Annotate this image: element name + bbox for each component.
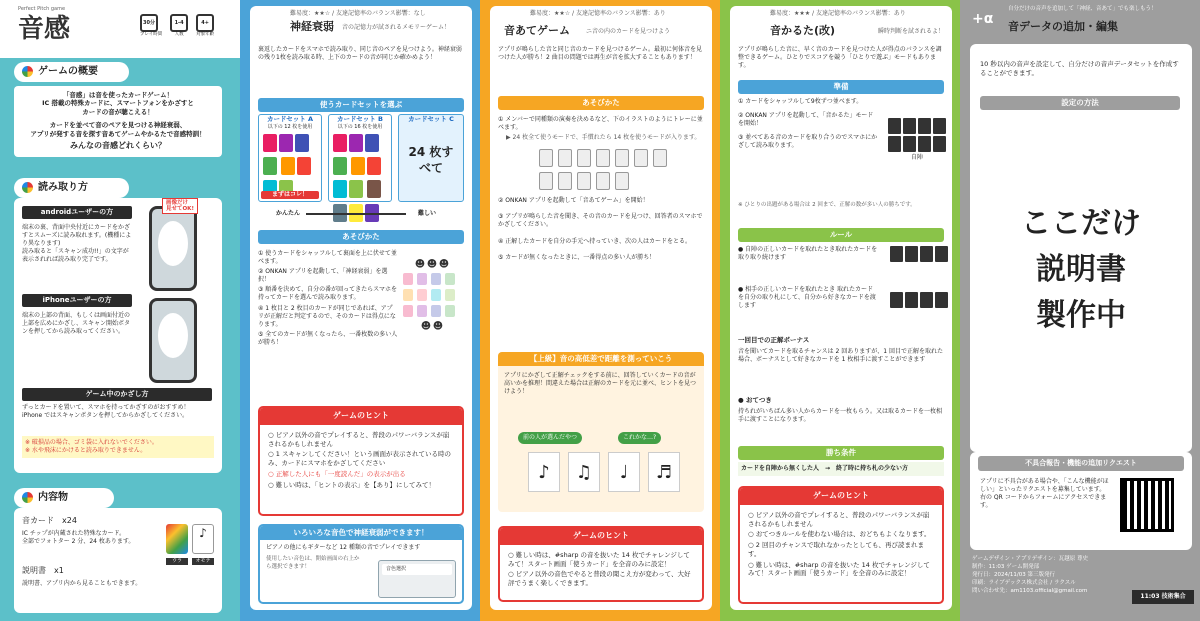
manual-item-qty: x1 xyxy=(54,566,64,575)
rule-2-grid xyxy=(890,292,948,308)
card-back xyxy=(888,136,901,152)
instrument-bar: いろいろな音色で神経衰弱ができます！ xyxy=(260,526,462,540)
table-illustration xyxy=(400,258,464,333)
tile xyxy=(417,305,427,317)
card-back xyxy=(920,246,933,262)
rules-bar: ルール xyxy=(738,228,944,242)
card-back xyxy=(935,246,948,262)
card-grid xyxy=(400,270,464,320)
people-icon: 1-4 xyxy=(170,14,188,32)
tile xyxy=(367,180,381,198)
overview-card xyxy=(14,62,222,174)
hint-item: ○ 難しい時は、#sharp の音を抜いた 14 枚でチャレンジしてみて！スタート画面「使うカード」を全音のみに設定！ xyxy=(748,560,930,578)
card-desc: IC チップが内蔵された特殊なカード。 全部でフォトター 2 分、24 枚あります。 xyxy=(22,530,135,546)
panel-karuta xyxy=(720,0,960,621)
advanced-bar: 【上級】音の高低差で距離を測っていこう xyxy=(498,352,704,366)
hint-box xyxy=(738,486,944,604)
game-subtitle: ニ音の内のカードを見つけよう xyxy=(586,28,671,35)
set-b-name: カードセット B xyxy=(336,115,384,123)
set-a-desc: 以下の 12 枚を使用 xyxy=(267,123,313,130)
howto-steps xyxy=(258,248,398,349)
hint-item: ○ 正解した人にも「一度読んだ」の表示が出る xyxy=(268,469,406,478)
overview-line: アプリが発する音を探す音あてゲームやかるたで音感特訓！ xyxy=(30,129,206,138)
spec-time xyxy=(140,14,162,38)
phone-screen xyxy=(158,313,188,358)
tile xyxy=(615,172,629,190)
spec-icons xyxy=(140,14,214,38)
credit-line: ゲームデザイン・アプリデザイン：瓦越原 尊史 xyxy=(972,556,1089,562)
contents-card xyxy=(14,508,222,613)
intro-text: アプリが鳴らした音と同じ音のカードを見つけるゲーム。最初に何体音を見つけた人が勝ち！2 曲目の問題では再生が音を拡大することもあります！ xyxy=(498,46,702,62)
people-row xyxy=(400,258,464,270)
overview-body xyxy=(14,86,222,158)
panel-title: 音データの追加・編集 xyxy=(1008,20,1118,33)
card-back xyxy=(166,524,188,554)
recommend-badge: まずはコレ！ xyxy=(261,191,319,199)
card-back xyxy=(935,292,948,308)
person-icon: ☻ xyxy=(414,259,426,270)
set-c-desc: 24 枚すべて xyxy=(408,144,454,175)
card-back xyxy=(903,118,916,134)
person-icon: ☻ xyxy=(432,321,444,333)
tile xyxy=(653,149,667,167)
tile xyxy=(577,149,591,167)
tile xyxy=(417,273,427,285)
hint-box xyxy=(258,406,464,516)
card-back xyxy=(888,118,901,134)
card-back xyxy=(933,118,946,134)
label-back: ウラ xyxy=(166,558,188,565)
step: ④ 正解したカードを自分の手元へ持っていき、次の人はカードをとる。 xyxy=(498,237,692,245)
tile xyxy=(431,273,441,285)
step: ① カードをシャッフルして9枚ずつ並べます。 xyxy=(738,98,863,105)
manual-item-name: 説明書 xyxy=(22,566,46,575)
overview-line: みんなの音感どれくらい？ xyxy=(70,141,166,151)
howto-bar: あそびかた xyxy=(498,96,704,110)
iphone-text: 端末の上部の背面、もしくは画面付近の上部を広めにかざし、スキャン開始ボタンを押してから読み取ってください。 xyxy=(22,312,131,336)
set-a-name: カードセット A xyxy=(266,115,314,123)
card-back xyxy=(918,136,931,152)
intro-text: 裏返したカードをスマホで読み取り、同じ音のペアを見つけよう。神経衰弱の残り1枚を読み取る時、上下のカードの音が同じか確かめよう！ xyxy=(258,46,462,62)
step: ② ONKAN アプリを起動して「音あてゲーム」を開始！ xyxy=(498,197,649,205)
difficulty: 難易度：★★☆ / 友達記憶率のバランス影響：なし xyxy=(290,10,426,17)
card-layout xyxy=(538,148,668,191)
rule-1: ● 自陣の正しいカードを取れたとき取れたカードを取り取り続けます xyxy=(738,246,878,262)
tile xyxy=(333,180,347,198)
manual-item xyxy=(22,566,64,577)
instrument-sub: 使用したい音色は、開始画面の右上から選択できます！ xyxy=(266,556,360,570)
win-bar: 勝ち条件 xyxy=(738,446,944,460)
spec-age-label: 対象年齢 xyxy=(196,32,215,37)
tile xyxy=(445,305,455,317)
card-back xyxy=(918,118,931,134)
step: ③ アプリが鳴らした音を聞き、その音のカードを見つけ、回答者のスマホでかざしてください。 xyxy=(498,213,703,229)
rule-1-grid xyxy=(890,246,948,262)
tile xyxy=(297,157,311,175)
card-item-qty: x24 xyxy=(62,516,77,525)
step: ⑤ カードが無くなったときに、一番得点の多い人が勝ち！ xyxy=(498,253,656,261)
panel-custom xyxy=(960,0,1200,621)
card-back xyxy=(933,136,946,152)
overview-line: カードの音が聴こえる！ xyxy=(82,108,154,117)
tetsu-text: 持ちれがいちばん多い人からカードを一枚もらう。又は取るカードを一枚相手に渡すことになります。 xyxy=(738,408,943,424)
panel-guess xyxy=(480,0,720,621)
spec-players xyxy=(170,14,188,38)
set-a xyxy=(258,114,322,202)
tile xyxy=(263,134,277,152)
step: ② ONKAN アプリを起動して、「神経衰弱」を選択！ xyxy=(258,268,388,284)
memory-card xyxy=(250,6,472,610)
prep-note: ※ ひとりの出題がある場合は 2 回まで、正解の数が多い人の勝ちです。 xyxy=(738,202,916,208)
tile xyxy=(431,305,441,317)
tile xyxy=(558,149,572,167)
hint-item: ○ ピアノ以外の音でプレイすると、普段のパワーバランスが崩されるかもしれません xyxy=(268,430,450,448)
age-icon: 4+ xyxy=(196,14,214,32)
intro-text: アプリが鳴らした音に、早く音のカードを見つけた人が得点のバランスを調整できるゲーム。ひとりでスコアを競う「ひとりで遊ぶ」モードもあります。 xyxy=(738,46,942,70)
android-header: androidユーザーの方 xyxy=(22,206,132,219)
hint-item: ○ 難しい時は、#sharp の音を抜いた 14 枚でチャレンジしてみて！スタート画面「使うカード」を全音のみに設定！ xyxy=(508,550,690,568)
tile xyxy=(596,172,610,190)
manual-desc: 説明書、アプリ内から見ることもできます。 xyxy=(22,580,142,587)
tile xyxy=(349,180,363,198)
custom-card xyxy=(970,44,1192,452)
game-subtitle: 音の記憶力が試されるメモリーゲーム！ xyxy=(342,24,451,31)
card-back xyxy=(903,136,916,152)
report-bar: 不具合報告・機能の追加リクエスト xyxy=(978,456,1184,471)
credit-line: 印刷：ライブデックス株式会社 / ラクスル xyxy=(972,579,1076,586)
set-b xyxy=(328,114,392,202)
step: ① メンバーで同種類の演奏を決めるなど、下のイラストのようにトレーに並べます。 xyxy=(498,116,703,132)
cards-bar: 使うカードセットを選ぶ xyxy=(258,98,464,112)
tile xyxy=(403,273,413,285)
panel-number: +α xyxy=(972,11,994,27)
android-text: 端末の裏、背面中央付近にカードをかざすとスムーズに読み取れます。(機種により異なります) 読み取ると「スキャン成功!!」の文字が表示されれば読み取り完了です。 xyxy=(22,224,132,264)
stamp-image-ok: 画像だけ 見せてOK! xyxy=(162,198,198,214)
tile xyxy=(281,157,295,175)
howto-steps xyxy=(498,114,704,264)
tile xyxy=(367,157,381,175)
card-front: ♪ xyxy=(192,524,214,554)
hint-title: ゲームのヒント xyxy=(500,528,702,545)
tile xyxy=(539,149,553,167)
card-back xyxy=(905,292,918,308)
bonus-text: 音を聞いてカードを取るチャンスは 2 回ありますが、1 回目で正解を取れた場合、ボーナスとして好きなカードを 1 枚相手に渡すことができます xyxy=(738,348,943,364)
tile xyxy=(445,273,455,285)
spec-time-label: プレイ時間 xyxy=(140,32,163,37)
note-card: ♫ xyxy=(568,452,600,492)
reading-title xyxy=(14,178,129,198)
iphone-phone xyxy=(149,298,197,383)
hint-item: ○ ピアノ以外の音でプレイすると、普段のパワーバランスが崩されるかもしれません xyxy=(748,510,930,528)
tile xyxy=(295,134,309,152)
big-line-3: 製作中 xyxy=(1036,298,1126,333)
credit-line: 発行日：2024/11/03 第三版発行 xyxy=(972,571,1055,578)
guess-card xyxy=(490,6,712,610)
reading-card xyxy=(14,198,222,473)
setting-bar: 設定の方法 xyxy=(980,96,1180,110)
hint-title: ゲームのヒント xyxy=(260,408,462,425)
tile xyxy=(558,172,572,190)
tile xyxy=(403,305,413,317)
report-text: アプリに不具合がある場合や、「こんな機能がほしい」といったリクエストを募集しています。右の QR コードからフォームにアクセスできます。 xyxy=(980,478,1109,510)
bubble-guess: これかな…? xyxy=(618,432,661,444)
tile xyxy=(351,157,365,175)
prep-bar: 準備 xyxy=(738,80,944,94)
card-item-name: 音カード xyxy=(22,516,54,525)
easy-label: かんたん xyxy=(276,210,301,217)
karuta-card xyxy=(730,6,952,610)
logo: 音感 xyxy=(18,14,71,44)
panel-memory xyxy=(240,0,480,621)
tile xyxy=(539,172,553,190)
tile xyxy=(333,134,347,152)
brand-logo: 11:03 技術集合 xyxy=(1132,590,1194,604)
big-line-1: ここだけ xyxy=(1021,206,1141,241)
card-back xyxy=(920,292,933,308)
instrument-ui-label[interactable]: 音色選択 xyxy=(382,564,452,575)
card-back xyxy=(905,246,918,262)
difficulty-arrow xyxy=(306,213,406,215)
difficulty: 難易度：★★☆ / 友達記憶率のバランス影響：あり xyxy=(530,10,666,17)
tile xyxy=(333,157,347,175)
note-card: ♬ xyxy=(648,452,680,492)
hint-box xyxy=(498,526,704,602)
instrument-box xyxy=(258,524,464,604)
tile xyxy=(634,149,648,167)
spec-age xyxy=(196,14,214,38)
hint-item: ○ ピアノ以外の音色でやると普段の聞こえ方が変わって、大好評でうまく楽しくできます。 xyxy=(508,570,691,588)
contents-title-text: 内容物 xyxy=(38,492,68,503)
hint-item: ○ 2 回目のチャンスで取れなかったとしても、再び読まれます。 xyxy=(748,541,925,558)
step: ④ 1 枚目と 2 枚目のカードが同じであれば、アプリが正解だと判定するので、そのカードは得点になります。 xyxy=(258,304,396,328)
note-card: ♪ xyxy=(528,452,560,492)
tetsu-title: ● おてつき xyxy=(738,396,772,404)
hold-header: ゲーム中のかざし方 xyxy=(22,388,212,401)
card-back xyxy=(890,292,903,308)
tile xyxy=(577,172,591,190)
overview-title-text: ゲームの概要 xyxy=(38,66,98,77)
hold-text: ずっとカードを置いて、スマホを持ってかざすのがおすすめ！ iPhone ではスキャンボタンを押してからかざしてください。 xyxy=(22,404,190,420)
qr-code[interactable] xyxy=(1120,478,1174,532)
prep-grid xyxy=(888,118,946,162)
overview-line: 「音感」は音を使ったカードゲーム！ xyxy=(62,90,174,99)
hint-item: ○ おてつきルールを使わない場合は、おどちもよくなります。 xyxy=(748,530,931,539)
tile xyxy=(349,134,363,152)
step: ▶ 24 枚全て使うモードで、手慣れたら 14 枚を使うモードが入ります。 xyxy=(506,134,701,142)
set-b-desc: 以下の 16 枚を使用 xyxy=(337,123,383,130)
card-item xyxy=(22,516,77,527)
logo-subtitle: Perfect Pitch game xyxy=(18,6,66,12)
label-front: オモテ xyxy=(192,558,214,565)
ring-icon xyxy=(22,182,33,193)
step: ① 使うカードをシャッフルして裏面を上に伏せて並べます。 xyxy=(258,250,397,266)
credits xyxy=(972,556,1152,596)
overview-title xyxy=(14,62,129,82)
advanced-box xyxy=(498,352,704,512)
big-line-2: 説明書 xyxy=(1036,252,1126,287)
tile xyxy=(431,289,441,301)
card-back xyxy=(890,246,903,262)
iphone-header: iPhoneユーザーの方 xyxy=(22,294,132,307)
difficulty: 難易度：★★★ / 友達記憶率のバランス影響：あり xyxy=(770,10,906,17)
win-text: カードを自陣から無くした人 → 終了時に持ち札の少ない方 xyxy=(738,462,944,476)
hint-body xyxy=(260,425,462,496)
prep-steps xyxy=(738,96,878,152)
report-card xyxy=(970,452,1192,550)
zijin-label: 自陣 xyxy=(910,154,923,161)
howto-bar: あそびかた xyxy=(258,230,464,244)
tile xyxy=(596,149,610,167)
step: ⑤ 全てのカードが無くなったら、一番枚数の多い人が勝ち！ xyxy=(258,330,398,346)
phone-screen xyxy=(158,221,188,266)
bonus-title: 一回目での正解ボーナス xyxy=(738,336,810,344)
tile xyxy=(365,134,379,152)
ring-icon xyxy=(22,66,33,77)
hint-item: ○ 1 スキャンしてください！という画面が表示されている時のみ、カードにスマホをかざしてください xyxy=(268,450,451,468)
step: ③ 並べてある音のカードを取り合うのでスマホにかざして読み取ります。 xyxy=(738,134,878,150)
person-icon: ☻ xyxy=(420,321,432,333)
header-area xyxy=(0,0,240,58)
intro-text: 10 秒以内の音声を設定して、自分だけの音声データセットを作成することができます。 xyxy=(980,60,1179,77)
set-c-name: カードセット C xyxy=(408,115,454,123)
spec-players-label: 人数 xyxy=(174,32,184,37)
warning-box: ※ 破損品の場合、ゴミ袋に入れないでください。 ※ 水や飛沫にかけると読み取りできません。 xyxy=(22,436,214,458)
set-c xyxy=(398,114,464,202)
hint-body xyxy=(500,545,702,594)
bubble-prev: 前の人が選んだやつ xyxy=(518,432,582,444)
hint-title: ゲームのヒント xyxy=(740,488,942,505)
rule-2: ● 相手の正しいカードを取れたとき 取れたカードを自分の取り札にして、自分から好きなカードを渡します xyxy=(738,286,876,310)
hint-body xyxy=(740,505,942,584)
instrument-ui xyxy=(378,560,456,598)
game-title: 神経衰弱 xyxy=(290,20,334,33)
game-title: 音あてゲーム xyxy=(504,24,570,37)
overview-line: カードを並べて音のペアを見つける神経衰弱、 xyxy=(49,120,187,129)
clock-icon: 30分 xyxy=(140,14,158,32)
person-icon: ☻ xyxy=(438,259,450,270)
panel-overview xyxy=(0,0,240,621)
advanced-text: アプリにかざして正解チェックをする前に、回答していくカードの音が高いかを推理！間違えた場合は正解のカードを元に並べ、ヒントを見つけよう！ xyxy=(504,372,697,396)
step: ③ 順番を決めて、自分の番が回ってきたらスマホを持ってカードを選んで読み取ります。 xyxy=(258,286,398,302)
game-subtitle: 瞬時判断を試されるよ！ xyxy=(878,28,945,35)
game-title: 音かるた(改) xyxy=(770,24,836,37)
reading-title-text: 読み取り方 xyxy=(38,182,88,193)
panel-meta: 自分だけの音声を追加して「神経、音あて」でも楽しもう！ xyxy=(1008,6,1157,12)
advanced-cards xyxy=(528,452,680,492)
hint-item: ○ 難しい時は、「ヒントの表示」を【あり】にしてみて！ xyxy=(268,480,435,489)
instrument-text: ピアノの他にもギターなど 12 種類の音でプレイできます xyxy=(266,544,421,552)
overview-line: IC 搭載の特殊カードに、スマートフォンをかざすと xyxy=(42,99,194,108)
tile xyxy=(445,289,455,301)
credit-line: 制作：11:03 ゲーム開発部 xyxy=(972,563,1040,570)
hard-label: 難しい xyxy=(418,210,437,217)
step: ② ONKAN アプリを起動して、「音かるた」モードを開始！ xyxy=(738,112,874,128)
android-phone xyxy=(149,206,197,291)
note-card: ♩ xyxy=(608,452,640,492)
contents-title xyxy=(14,488,114,508)
tile xyxy=(417,289,427,301)
people-row xyxy=(400,320,464,332)
person-icon: ☻ xyxy=(426,259,438,270)
ring-icon xyxy=(22,492,33,503)
tile xyxy=(403,289,413,301)
credit-line: 問い合わせ先：am1103.official@gmail.com xyxy=(972,587,1088,594)
tile xyxy=(263,157,277,175)
tile xyxy=(615,149,629,167)
tile xyxy=(279,134,293,152)
